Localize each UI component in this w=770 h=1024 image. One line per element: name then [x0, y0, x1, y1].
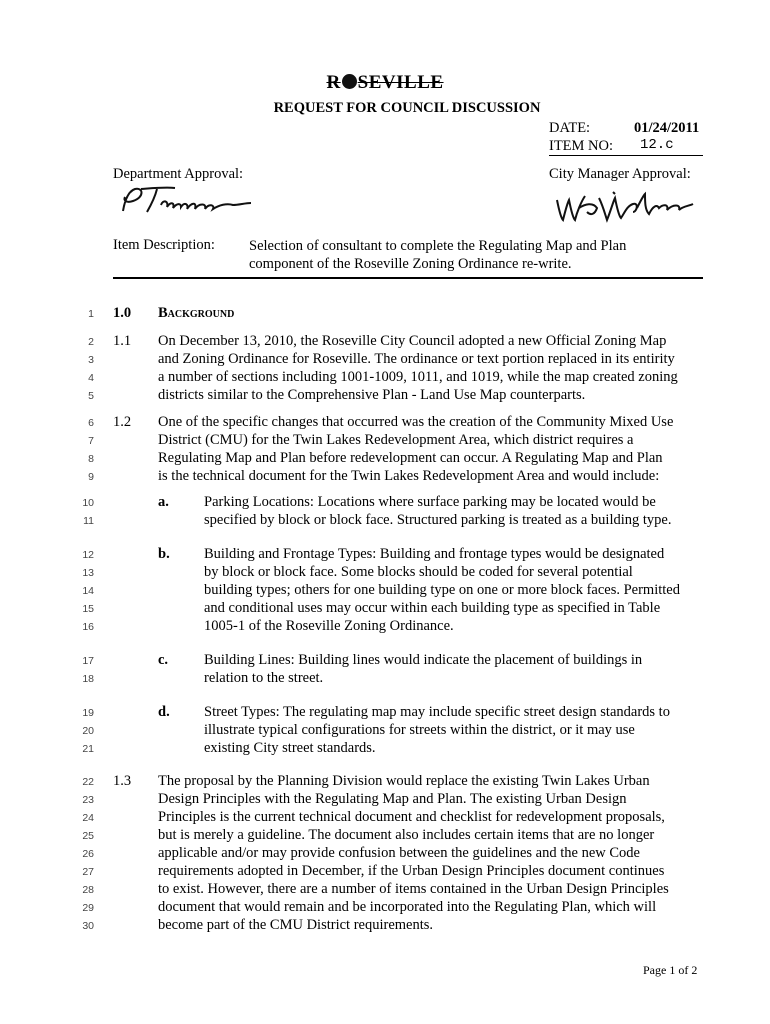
item-d-letter: d. — [158, 704, 170, 720]
header-divider — [113, 277, 703, 279]
item-no-label: ITEM NO: — [549, 138, 614, 154]
line-number: 2 — [88, 336, 94, 348]
section-1-2-line: One of the specific changes that occurred was the creation of the Community Mixed Use — [158, 414, 674, 430]
section-1-3-line: The proposal by the Planning Division would replace the existing Twin Lakes Urban — [158, 773, 650, 789]
line-number: 15 — [82, 603, 94, 615]
line-number: 27 — [82, 866, 94, 878]
line-number: 17 — [82, 655, 94, 667]
section-1-3-line: Design Principles with the Regulating Map and Plan. The existing Urban Design — [158, 791, 627, 807]
section-1-3-line: document that would remain and be incorporated into the Regulating Plan, which will — [158, 899, 657, 915]
item-description-line-1: Selection of consultant to complete the Regulating Map and Plan — [249, 238, 627, 254]
city-manager-signature — [553, 186, 695, 226]
section-1-3-line: Principles is the current technical document and checklist for redevelopment proposals, — [158, 809, 665, 825]
item-description-line-2: component of the Roseville Zoning Ordinance re-write. — [249, 256, 572, 272]
section-1-1-line: a number of sections including 1001-1009, 1011, and 1019, while the map created zoning — [158, 369, 678, 385]
item-a-line: specified by block or block face. Structured parking is treated as a building type. — [204, 512, 672, 528]
line-number: 5 — [88, 390, 94, 402]
line-number: 18 — [82, 673, 94, 685]
line-number: 28 — [82, 884, 94, 896]
item-b-line: by block or block face. Some blocks should be coded for several potential — [204, 564, 633, 580]
line-number: 22 — [82, 776, 94, 788]
section-1-2-number: 1.2 — [113, 414, 132, 430]
item-b-line: and conditional uses may occur within each building type as specified in Table — [204, 600, 661, 616]
section-1-1-line: and Zoning Ordinance for Roseville. The ordinance or text portion replaced in its entirity — [158, 351, 675, 367]
line-number: 23 — [82, 794, 94, 806]
item-c-line: relation to the street. — [204, 670, 324, 686]
page-number: Page 1 of 2 — [643, 963, 698, 977]
line-number: 6 — [88, 417, 94, 429]
line-number: 30 — [82, 920, 94, 932]
section-1-2-line: Regulating Map and Plan before redevelopment can occur. A Regulating Map and Plan — [158, 450, 663, 466]
section-1-3-line: but is merely a guideline. The document also includes certain items that are no longer — [158, 827, 655, 843]
item-a-line: Parking Locations: Locations where surface parking may be located would be — [204, 494, 656, 510]
page-title: REQUEST FOR COUNCIL DISCUSSION — [273, 100, 541, 116]
department-signature — [115, 185, 255, 217]
item-b-letter: b. — [158, 546, 170, 562]
line-number: 7 — [88, 435, 94, 447]
date-value: 01/24/2011 — [634, 120, 700, 136]
line-number: 8 — [88, 453, 94, 465]
item-d-line: existing City street standards. — [204, 740, 376, 756]
line-number: 4 — [88, 372, 94, 384]
item-a-letter: a. — [158, 494, 169, 510]
item-b-line: 1005-1 of the Roseville Zoning Ordinance. — [204, 618, 454, 634]
city-manager-label: City Manager Approval: — [549, 166, 691, 182]
section-1-2-line: is the technical document for the Twin Lakes Redevelopment Area and would include: — [158, 468, 660, 484]
line-number: 1 — [88, 308, 94, 320]
section-1-1-line: districts similar to the Comprehensive Plan - Land Use Map counterparts. — [158, 387, 586, 403]
line-number: 13 — [82, 567, 94, 579]
line-number: 29 — [82, 902, 94, 914]
line-number: 20 — [82, 725, 94, 737]
line-number: 14 — [82, 585, 94, 597]
line-number: 19 — [82, 707, 94, 719]
date-label: DATE: — [549, 120, 591, 136]
section-1-3-line: applicable and/or may provide confusion between the guidelines and the new Code — [158, 845, 640, 861]
line-number: 21 — [82, 743, 94, 755]
line-number: 11 — [83, 515, 94, 527]
line-number: 25 — [82, 830, 94, 842]
section-1-1-line: On December 13, 2010, the Roseville City Council adopted a new Official Zoning Map — [158, 333, 667, 349]
line-number: 9 — [88, 471, 94, 483]
section-1-3-line: to exist. However, there are a number of items contained in the Urban Design Principles — [158, 881, 669, 897]
line-number: 24 — [82, 812, 94, 824]
roseville-logo — [0, 72, 770, 94]
line-number: 16 — [82, 621, 94, 633]
logo-text: R SEVILLE — [326, 72, 444, 93]
item-description-label: Item Description: — [113, 237, 215, 253]
item-c-letter: c. — [158, 652, 169, 668]
item-d-line: illustrate typical configurations for streets within the district, or it may use — [204, 722, 635, 738]
section-1-2-line: District (CMU) for the Twin Lakes Redevelopment Area, which district requires a — [158, 432, 634, 448]
item-underline — [549, 155, 703, 156]
section-1-3-line: become part of the CMU District requirements. — [158, 917, 434, 933]
line-number: 3 — [88, 354, 94, 366]
section-1-0-title: Background — [158, 305, 235, 321]
item-b-line: building types; others for one building type on one or more block faces. Permitted — [204, 582, 680, 598]
rose-icon — [342, 74, 357, 89]
line-number: 10 — [82, 497, 94, 509]
item-no-value: 12.c — [640, 137, 674, 153]
section-1-3-line: requirements adopted in December, if the Urban Design Principles document continues — [158, 863, 665, 879]
item-c-line: Building Lines: Building lines would indicate the placement of buildings in — [204, 652, 643, 668]
line-number: 12 — [82, 549, 94, 561]
item-d-line: Street Types: The regulating map may include specific street design standards to — [204, 704, 670, 720]
section-1-0-number: 1.0 — [113, 305, 132, 321]
section-1-1-number: 1.1 — [113, 333, 132, 349]
dept-approval-label: Department Approval: — [113, 166, 244, 182]
item-b-line: Building and Frontage Types: Building and frontage types would be designated — [204, 546, 665, 562]
line-number: 26 — [82, 848, 94, 860]
section-1-3-number: 1.3 — [113, 773, 132, 789]
